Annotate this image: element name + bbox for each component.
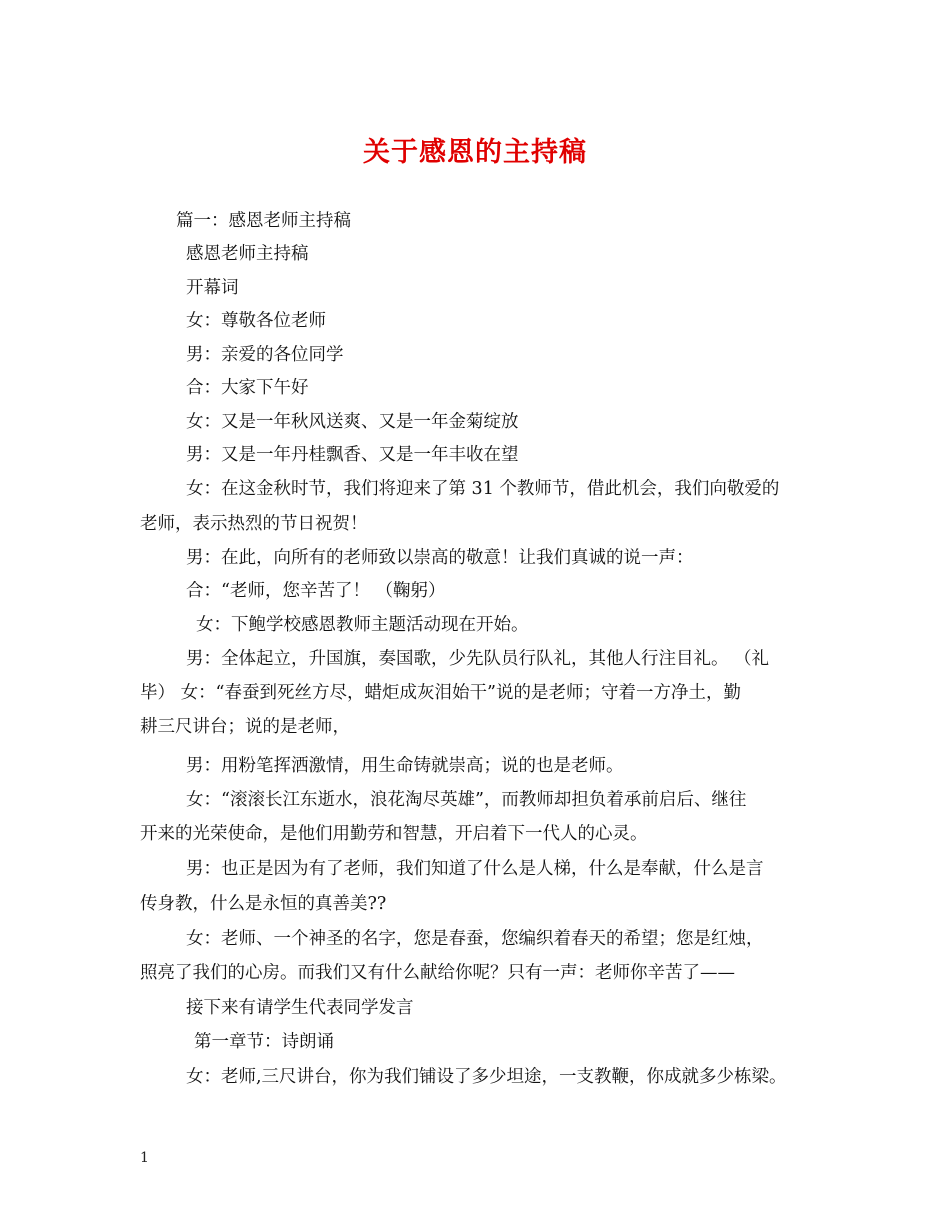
text-line: 合：大家下午好 — [186, 378, 309, 398]
page-number: 1 — [140, 1150, 149, 1166]
text-line: 男：又是一年丹桂飘香、又是一年丰收在望 — [186, 445, 519, 465]
text-line: 开幕词 — [186, 278, 239, 298]
text-line: 开来的光荣使命，是他们用勤劳和智慧，开启着下一代人的心灵。 — [140, 824, 648, 844]
text-line: 女：下鲍学校感恩教师主题活动现在开始。 — [196, 615, 529, 635]
text-line: 女：在这金秋时节，我们将迎来了第 31 个教师节，借此机会，我们向敬爱的 — [186, 479, 780, 499]
text-line: 女：尊敬各位老师 — [186, 311, 326, 331]
text-line: 第一章节：诗朗诵 — [194, 1032, 334, 1052]
text-line: 老师，表示热烈的节日祝贺！ — [140, 514, 368, 534]
text-line: 男：在此，向所有的老师致以崇高的敬意！让我们真诚的说一声： — [186, 548, 694, 568]
text-line: 篇一：感恩老师主持稿 — [176, 211, 351, 231]
text-line: 感恩老师主持稿 — [186, 244, 309, 264]
text-line: 男：亲爱的各位同学 — [186, 345, 344, 365]
text-line: 男：全体起立，升国旗，奏国歌，少先队员行队礼，其他人行注目礼。 （礼 — [186, 649, 770, 669]
text-line: 耕三尺讲台；说的是老师， — [140, 717, 350, 737]
text-line: 男：用粉笔挥洒激情，用生命铸就崇高；说的也是老师。 — [186, 756, 624, 776]
text-line: 照亮了我们的心房。而我们又有什么献给你呢？只有一声：老师你辛苦了—— — [140, 963, 735, 983]
text-line: 合：“老师，您辛苦了！ （鞠躬） — [186, 581, 446, 601]
text-line: 接下来有请学生代表同学发言 — [186, 998, 414, 1018]
text-line: 传身教，什么是永恒的真善美?? — [140, 894, 387, 914]
text-line: 女：又是一年秋风送爽、又是一年金菊绽放 — [186, 412, 519, 432]
text-line: 女：老师、一个神圣的名字，您是春蚕，您编织着春天的希望；您是红烛， — [186, 929, 764, 949]
text-line: 女：老师,三尺讲台，你为我们铺设了多少坦途，一支教鞭，你成就多少栋梁。 — [186, 1067, 787, 1087]
text-line: 男：也正是因为有了老师，我们知道了什么是人梯，什么是奉献，什么是言 — [186, 859, 764, 879]
text-line: 毕） 女：“春蚕到死丝方尽，蜡炬成灰泪始干”说的是老师；守着一方净土，勤 — [140, 683, 741, 703]
text-line: 女：“滚滚长江东逝水，浪花淘尽英雄”，而教师却担负着承前启后、继往 — [186, 790, 747, 810]
document-title: 关于感恩的主持稿 — [363, 137, 587, 168]
